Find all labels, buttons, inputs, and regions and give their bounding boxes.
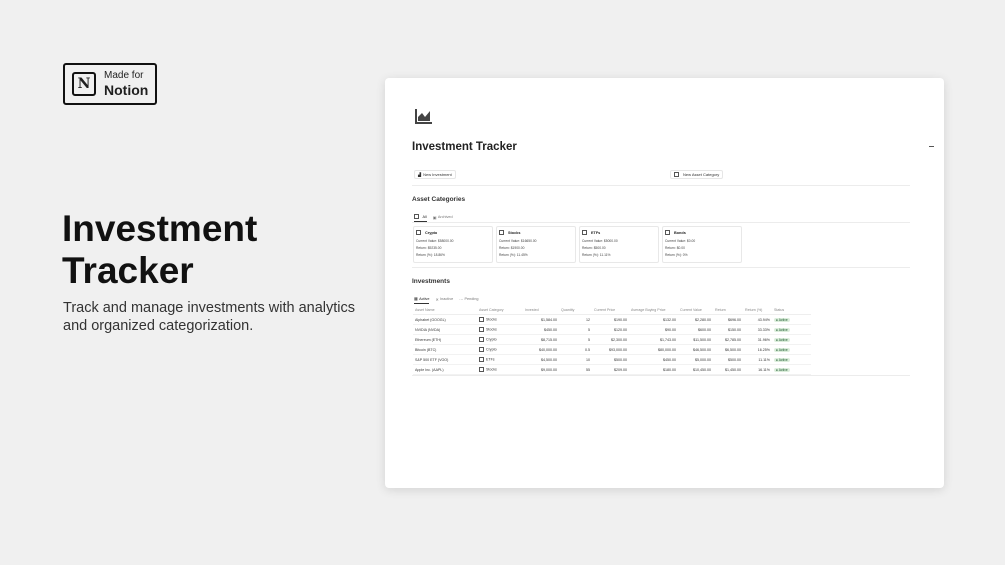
hero-title-line2: Tracker [62, 250, 194, 291]
hero-subtitle: Track and manage investments with analytics and organized categorization. [63, 300, 356, 334]
table-row[interactable]: NVIDIA (NVDA) Stocks $450.00 5 $120.00 $90.00 $600.00 $150.00 33.33% ● Active [413, 325, 811, 335]
status-badge: ● Active [776, 337, 788, 342]
chart-icon: ▟ [418, 172, 422, 177]
tab-archived[interactable]: ▣ Archived [432, 215, 453, 220]
hero-title [62, 208, 257, 292]
column-header[interactable]: Average Buying Price [629, 305, 678, 315]
new-investment-button[interactable] [414, 170, 456, 179]
investments-heading: Investments [412, 278, 450, 285]
category-card[interactable]: Crypto Current Value: $58000.00 Return: $9235.00 Return (%): 18.86% [413, 226, 493, 263]
asset-categories-heading: Asset Categories [412, 196, 466, 203]
square-icon [582, 230, 587, 235]
category-card[interactable]: Stocks Current Value: $16650.00 Return: $1900.00 Return (%): 11.45% [496, 226, 576, 263]
category-card[interactable]: Bonds Current Value: $0.00 Return: $0.00 Return (%): 0% [662, 226, 742, 263]
page-title: Investment Tracker [412, 141, 517, 153]
square-icon [674, 172, 679, 177]
column-header[interactable]: Return (%) [743, 305, 772, 315]
status-badge: ● Active [776, 327, 788, 332]
asset-categories-tabs [414, 214, 453, 222]
column-header[interactable]: Invested [523, 305, 559, 315]
new-investment-label: New Investment [423, 172, 452, 177]
category-card[interactable]: ETFs Current Value: $5000.00 Return: $500.00 Return (%): 11.11% [579, 226, 659, 263]
tab-inactive[interactable]: ✕ Inactive [435, 297, 454, 302]
column-header[interactable]: Return [713, 305, 743, 315]
status-badge: ● Active [776, 367, 788, 372]
column-header[interactable]: Status [772, 305, 811, 315]
table-header-row [413, 305, 811, 315]
badge-line1: Made for [104, 70, 144, 81]
column-header[interactable]: Asset Category [477, 305, 523, 315]
status-badge: ● Active [776, 317, 788, 322]
table-row[interactable]: Bitcoin (BTC) Crypto $40,000.00 0.5 $93,000.00 $80,000.00 $46,500.00 $6,500.00 16.25% ● Active [413, 345, 811, 355]
asset-category-cards [413, 226, 742, 263]
investments-table [413, 305, 811, 375]
collapse-dash-icon[interactable] [929, 146, 934, 147]
table-row[interactable]: Apple Inc. (AAPL) Stocks $9,000.00 55 $209.00 $180.00 $10,450.00 $1,450.00 16.11% ● Active [413, 365, 811, 375]
table-row[interactable]: Alphabet (GOOGL) Stocks $1,584.00 12 $190.00 $132.00 $2,280.00 $696.00 43.94% ● Active [413, 315, 811, 325]
square-icon [416, 230, 421, 235]
tab-all[interactable]: All [414, 214, 427, 222]
badge-line2: Notion [104, 82, 149, 98]
made-for-notion-badge [63, 63, 157, 105]
notion-logo-icon: N [72, 72, 96, 96]
investments-tabs [414, 296, 478, 304]
column-header[interactable]: Asset Name [413, 305, 477, 315]
tab-pending[interactable]: ⋯ Pending [459, 297, 479, 302]
chart-icon [415, 108, 433, 124]
archive-icon: ▣ [432, 215, 437, 220]
new-asset-category-label: New Asset Category [683, 172, 720, 177]
column-header[interactable]: Current Value [678, 305, 713, 315]
table-icon: ▦ [414, 297, 418, 301]
column-header[interactable]: Quantity [559, 305, 592, 315]
square-icon [414, 214, 419, 219]
new-asset-category-button[interactable] [670, 170, 723, 179]
tab-active[interactable]: ▦ Active [414, 296, 429, 304]
dots-icon: ⋯ [459, 297, 464, 302]
hero-title-line1: Investment [62, 208, 258, 249]
column-header[interactable]: Current Price [592, 305, 629, 315]
square-icon [665, 230, 670, 235]
table-row[interactable]: Ethereum (ETH) Crypto $8,715.00 5 $2,300.00 $1,743.00 $11,500.00 $2,785.00 31.96% ● Active [413, 335, 811, 345]
notion-page-window [385, 78, 944, 488]
status-badge: ● Active [776, 357, 788, 362]
table-row[interactable]: S&P 500 ETF (VOO) ETFs $4,500.00 10 $500.00 $450.00 $5,000.00 $500.00 11.11% ● Active [413, 355, 811, 365]
status-badge: ● Active [776, 347, 788, 352]
square-icon [499, 230, 504, 235]
close-icon: ✕ [435, 297, 439, 302]
